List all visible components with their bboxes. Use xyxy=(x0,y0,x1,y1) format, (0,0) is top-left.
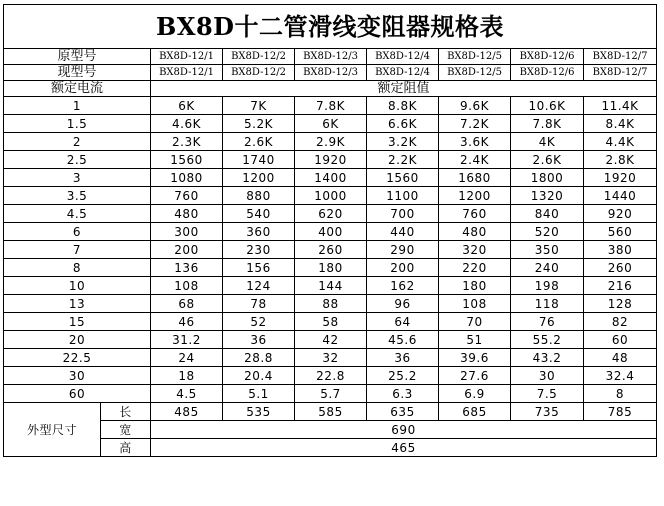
resistance-cell: 350 xyxy=(511,241,584,259)
resistance-cell: 31.2 xyxy=(151,331,223,349)
rated-current-cell: 3.5 xyxy=(4,187,151,205)
current-model-cell: BX8D-12/2 xyxy=(223,65,295,81)
resistance-cell: 43.2 xyxy=(511,349,584,367)
resistance-cell: 198 xyxy=(511,277,584,295)
rated-current-cell: 2 xyxy=(4,133,151,151)
resistance-cell: 2.6K xyxy=(511,151,584,169)
resistance-cell: 4.6K xyxy=(151,115,223,133)
table-row xyxy=(4,277,657,295)
rated-current-cell: 13 xyxy=(4,295,151,313)
resistance-cell: 36 xyxy=(223,331,295,349)
resistance-cell: 380 xyxy=(584,241,657,259)
resistance-cell: 7K xyxy=(223,97,295,115)
length-value-cell: 635 xyxy=(367,403,439,421)
resistance-cell: 3.6K xyxy=(439,133,511,151)
table-row xyxy=(4,259,657,277)
resistance-cell: 1920 xyxy=(584,169,657,187)
width-label: 宽 xyxy=(101,421,151,439)
resistance-cell: 6.3 xyxy=(367,385,439,403)
resistance-cell: 70 xyxy=(439,313,511,331)
rated-current-cell: 20 xyxy=(4,331,151,349)
table-row xyxy=(4,223,657,241)
resistance-cell: 1100 xyxy=(367,187,439,205)
resistance-cell: 24 xyxy=(151,349,223,367)
original-model-cell: BX8D-12/1 xyxy=(151,49,223,65)
current-model-cell: BX8D-12/7 xyxy=(584,65,657,81)
resistance-cell: 156 xyxy=(223,259,295,277)
table-row xyxy=(4,367,657,385)
length-value-cell: 585 xyxy=(295,403,367,421)
resistance-cell: 1740 xyxy=(223,151,295,169)
rated-current-cell: 30 xyxy=(4,367,151,385)
rated-header-row xyxy=(4,81,657,97)
resistance-cell: 22.8 xyxy=(295,367,367,385)
resistance-cell: 1080 xyxy=(151,169,223,187)
table-row xyxy=(4,97,657,115)
width-value-cell: 690 xyxy=(151,421,657,439)
rated-current-cell: 6 xyxy=(4,223,151,241)
resistance-cell: 20.4 xyxy=(223,367,295,385)
current-model-cell: BX8D-12/3 xyxy=(295,65,367,81)
resistance-cell: 18 xyxy=(151,367,223,385)
resistance-cell: 64 xyxy=(367,313,439,331)
current-model-cell: BX8D-12/4 xyxy=(367,65,439,81)
resistance-cell: 25.2 xyxy=(367,367,439,385)
original-model-cell: BX8D-12/6 xyxy=(511,49,584,65)
resistance-cell: 1560 xyxy=(367,169,439,187)
resistance-cell: 8.8K xyxy=(367,97,439,115)
rated-current-cell: 22.5 xyxy=(4,349,151,367)
current-model-cell: BX8D-12/5 xyxy=(439,65,511,81)
resistance-cell: 440 xyxy=(367,223,439,241)
resistance-cell: 144 xyxy=(295,277,367,295)
rated-current-cell: 60 xyxy=(4,385,151,403)
length-value-cell: 785 xyxy=(584,403,657,421)
length-value-cell: 735 xyxy=(511,403,584,421)
resistance-cell: 760 xyxy=(439,205,511,223)
table-row xyxy=(4,349,657,367)
resistance-cell: 240 xyxy=(511,259,584,277)
resistance-cell: 2.3K xyxy=(151,133,223,151)
resistance-cell: 6K xyxy=(151,97,223,115)
original-model-cell: BX8D-12/2 xyxy=(223,49,295,65)
resistance-cell: 200 xyxy=(151,241,223,259)
current-model-cell: BX8D-12/6 xyxy=(511,65,584,81)
height-label: 高 xyxy=(101,439,151,457)
resistance-cell: 96 xyxy=(367,295,439,313)
length-value-cell: 485 xyxy=(151,403,223,421)
rated-current-cell: 1 xyxy=(4,97,151,115)
resistance-cell: 540 xyxy=(223,205,295,223)
rated-current-cell: 10 xyxy=(4,277,151,295)
resistance-cell: 124 xyxy=(223,277,295,295)
resistance-cell: 7.8K xyxy=(511,115,584,133)
rated-current-cell: 8 xyxy=(4,259,151,277)
resistance-cell: 108 xyxy=(151,277,223,295)
length-value-cell: 685 xyxy=(439,403,511,421)
rated-current-cell: 15 xyxy=(4,313,151,331)
resistance-cell: 1680 xyxy=(439,169,511,187)
resistance-cell: 9.6K xyxy=(439,97,511,115)
resistance-cell: 36 xyxy=(367,349,439,367)
resistance-cell: 1800 xyxy=(511,169,584,187)
resistance-cell: 7.8K xyxy=(295,97,367,115)
resistance-cell: 45.6 xyxy=(367,331,439,349)
resistance-cell: 760 xyxy=(151,187,223,205)
resistance-cell: 11.4K xyxy=(584,97,657,115)
resistance-cell: 1400 xyxy=(295,169,367,187)
resistance-cell: 6K xyxy=(295,115,367,133)
resistance-cell: 6.9 xyxy=(439,385,511,403)
resistance-cell: 2.6K xyxy=(223,133,295,151)
resistance-cell: 162 xyxy=(367,277,439,295)
dimension-width-row xyxy=(4,421,657,439)
resistance-cell: 4.4K xyxy=(584,133,657,151)
resistance-cell: 136 xyxy=(151,259,223,277)
resistance-cell: 32 xyxy=(295,349,367,367)
table-title: BX8D十二管滑线变阻器规格表 xyxy=(4,5,657,49)
resistance-cell: 360 xyxy=(223,223,295,241)
rated-current-cell: 3 xyxy=(4,169,151,187)
resistance-cell: 220 xyxy=(439,259,511,277)
resistance-cell: 400 xyxy=(295,223,367,241)
rated-current-cell: 4.5 xyxy=(4,205,151,223)
table-row xyxy=(4,385,657,403)
original-model-cell: BX8D-12/3 xyxy=(295,49,367,65)
dimensions-label: 外型尺寸 xyxy=(4,403,101,457)
resistance-cell: 27.6 xyxy=(439,367,511,385)
dimension-length-row xyxy=(4,403,657,421)
resistance-cell: 88 xyxy=(295,295,367,313)
original-model-cell: BX8D-12/4 xyxy=(367,49,439,65)
length-label: 长 xyxy=(101,403,151,421)
resistance-cell: 2.9K xyxy=(295,133,367,151)
original-model-cell: BX8D-12/7 xyxy=(584,49,657,65)
rated-current-label: 额定电流 xyxy=(4,81,151,97)
resistance-cell: 55.2 xyxy=(511,331,584,349)
resistance-cell: 28.8 xyxy=(223,349,295,367)
resistance-cell: 3.2K xyxy=(367,133,439,151)
resistance-cell: 480 xyxy=(151,205,223,223)
current-model-row xyxy=(4,65,657,81)
table-row xyxy=(4,295,657,313)
resistance-cell: 10.6K xyxy=(511,97,584,115)
resistance-cell: 42 xyxy=(295,331,367,349)
resistance-cell: 216 xyxy=(584,277,657,295)
resistance-cell: 920 xyxy=(584,205,657,223)
table-row xyxy=(4,187,657,205)
resistance-cell: 1000 xyxy=(295,187,367,205)
resistance-cell: 7.2K xyxy=(439,115,511,133)
table-row xyxy=(4,241,657,259)
resistance-cell: 260 xyxy=(584,259,657,277)
resistance-cell: 8.4K xyxy=(584,115,657,133)
resistance-cell: 2.2K xyxy=(367,151,439,169)
resistance-cell: 320 xyxy=(439,241,511,259)
resistance-cell: 68 xyxy=(151,295,223,313)
resistance-cell: 2.4K xyxy=(439,151,511,169)
resistance-cell: 6.6K xyxy=(367,115,439,133)
resistance-cell: 108 xyxy=(439,295,511,313)
resistance-cell: 82 xyxy=(584,313,657,331)
resistance-cell: 7.5 xyxy=(511,385,584,403)
resistance-cell: 118 xyxy=(511,295,584,313)
resistance-cell: 32.4 xyxy=(584,367,657,385)
resistance-cell: 260 xyxy=(295,241,367,259)
resistance-cell: 5.1 xyxy=(223,385,295,403)
rated-current-cell: 2.5 xyxy=(4,151,151,169)
rated-current-cell: 7 xyxy=(4,241,151,259)
spec-table xyxy=(3,4,657,457)
table-row xyxy=(4,313,657,331)
resistance-cell: 39.6 xyxy=(439,349,511,367)
resistance-cell: 4.5 xyxy=(151,385,223,403)
resistance-cell: 700 xyxy=(367,205,439,223)
resistance-cell: 2.8K xyxy=(584,151,657,169)
resistance-cell: 1200 xyxy=(223,169,295,187)
table-row xyxy=(4,151,657,169)
resistance-cell: 620 xyxy=(295,205,367,223)
resistance-cell: 78 xyxy=(223,295,295,313)
resistance-cell: 4K xyxy=(511,133,584,151)
original-model-label: 原型号 xyxy=(4,49,151,65)
resistance-cell: 46 xyxy=(151,313,223,331)
resistance-cell: 180 xyxy=(295,259,367,277)
resistance-cell: 290 xyxy=(367,241,439,259)
resistance-cell: 480 xyxy=(439,223,511,241)
resistance-cell: 76 xyxy=(511,313,584,331)
resistance-cell: 1920 xyxy=(295,151,367,169)
resistance-cell: 230 xyxy=(223,241,295,259)
rated-current-cell: 1.5 xyxy=(4,115,151,133)
resistance-cell: 30 xyxy=(511,367,584,385)
resistance-cell: 180 xyxy=(439,277,511,295)
resistance-cell: 1320 xyxy=(511,187,584,205)
resistance-cell: 880 xyxy=(223,187,295,205)
resistance-cell: 60 xyxy=(584,331,657,349)
resistance-cell: 1440 xyxy=(584,187,657,205)
height-value-cell: 465 xyxy=(151,439,657,457)
resistance-cell: 200 xyxy=(367,259,439,277)
resistance-cell: 520 xyxy=(511,223,584,241)
resistance-cell: 1560 xyxy=(151,151,223,169)
dimension-height-row xyxy=(4,439,657,457)
table-row xyxy=(4,115,657,133)
length-value-cell: 535 xyxy=(223,403,295,421)
resistance-cell: 58 xyxy=(295,313,367,331)
resistance-cell: 52 xyxy=(223,313,295,331)
resistance-cell: 1200 xyxy=(439,187,511,205)
rated-resistance-label: 额定阻值 xyxy=(151,81,657,97)
resistance-cell: 5.7 xyxy=(295,385,367,403)
resistance-cell: 48 xyxy=(584,349,657,367)
table-row xyxy=(4,205,657,223)
resistance-cell: 560 xyxy=(584,223,657,241)
resistance-cell: 300 xyxy=(151,223,223,241)
resistance-cell: 8 xyxy=(584,385,657,403)
resistance-cell: 51 xyxy=(439,331,511,349)
original-model-row xyxy=(4,49,657,65)
table-row xyxy=(4,133,657,151)
resistance-cell: 840 xyxy=(511,205,584,223)
original-model-cell: BX8D-12/5 xyxy=(439,49,511,65)
current-model-label: 现型号 xyxy=(4,65,151,81)
current-model-cell: BX8D-12/1 xyxy=(151,65,223,81)
table-row xyxy=(4,169,657,187)
resistance-cell: 5.2K xyxy=(223,115,295,133)
resistance-cell: 128 xyxy=(584,295,657,313)
table-row xyxy=(4,331,657,349)
